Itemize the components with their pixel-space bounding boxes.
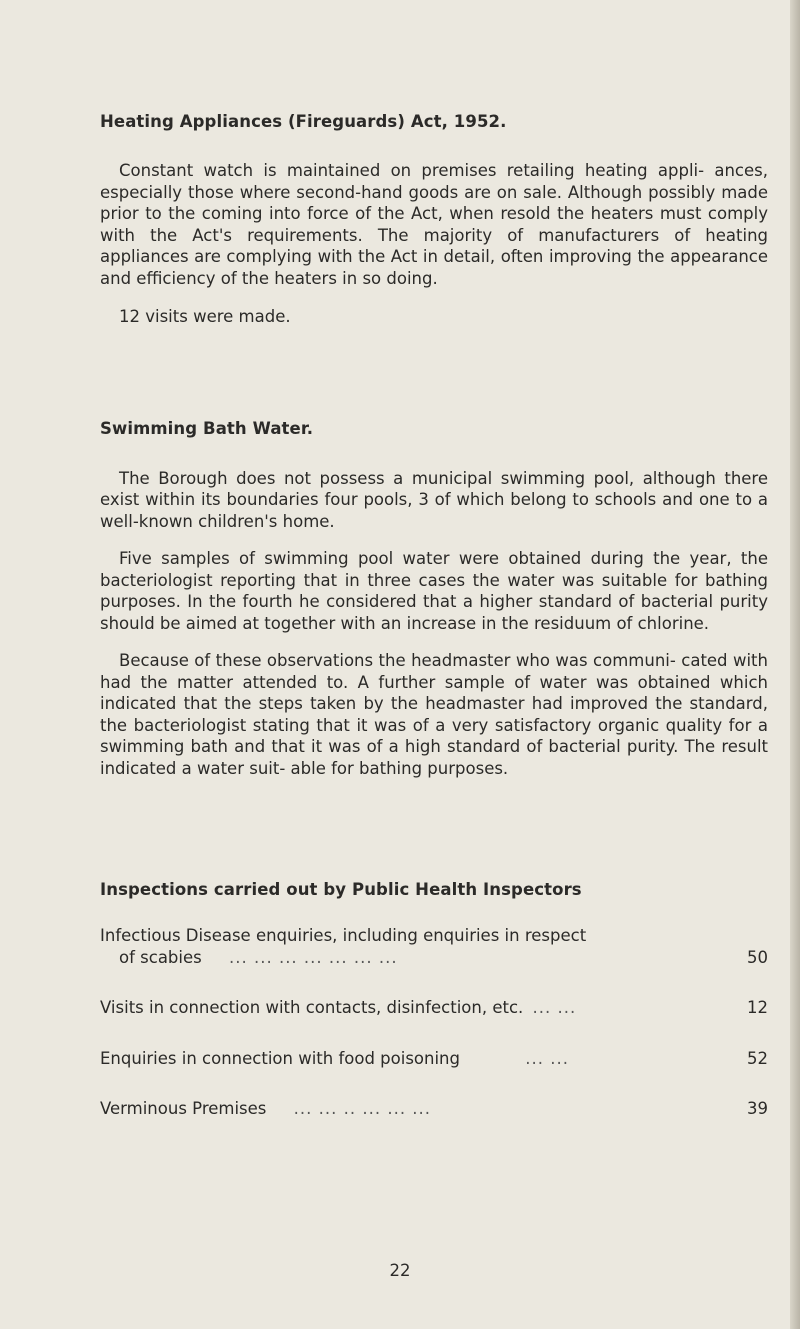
page-edge — [790, 0, 800, 1329]
inspection-label: Enquiries in connection with food poisoning — [100, 1048, 460, 1068]
swimming-paragraph-2: Five samples of swimming pool water were obtained during the year, the bacteriologist reporting that in three cases the water was suitable for bathing purposes. In the fourth he considered that a higher standard of bacterial purity should be aimed at together with an increase in the residuum of chlorine. — [100, 549, 768, 633]
heating-paragraph-1: Constant watch is maintained on premises retailing heating appli- ances, especially those where second-hand goods are on sale. Although possibly made prior to the coming into force of the Act, when resold the heaters must comply with the Act's requirements. The majority of manufacturers of heating appliances are complying with the Act in detail, often improving the appearance and efficiency of the heaters in so doing. — [100, 161, 768, 288]
inspection-label: Visits in connection with contacts, disinfection, etc. — [100, 998, 524, 1017]
inspection-label-cont: of scabies — [119, 947, 202, 967]
page-number: 22 — [389, 1261, 411, 1280]
inspection-count: 52 — [747, 1048, 768, 1068]
leader-dots: ... ... .. ... ... ... — [293, 1099, 432, 1118]
swimming-paragraph-1: The Borough does not possess a municipal swimming pool, although there exist within its boundaries four pools, 3 of which belong to schools and one to a well-known children's home. — [100, 468, 768, 531]
inspection-count: 39 — [747, 1099, 768, 1118]
inspection-row-verminous — [100, 1098, 768, 1120]
inspections-list — [100, 925, 768, 1120]
heating-appliances-heading: Heating Appliances (Fireguards) Act, 1952. — [100, 112, 507, 131]
leader-dots: ... ... — [532, 998, 577, 1017]
leader-dots: ... ... — [525, 1048, 569, 1068]
inspection-label: Verminous Premises — [100, 1099, 267, 1118]
swimming-paragraph-3: Because of these observations the headmaster who was communi- cated with had the matter attended to. A further sample of water was obtained which indicated that the steps taken by the headmaster had improved the standard, the bacteriologist stating that it was of a very satisfactory organic quality for a swimming bath and that it was of a high standard of bacterial purity. The result indicated a water suit- able for bathing purposes. — [100, 651, 768, 778]
inspection-row-infectious — [100, 925, 768, 968]
swimming-bath-heading: Swimming Bath Water. — [100, 418, 314, 438]
page-content — [100, 112, 768, 1149]
inspection-row-food-poisoning — [100, 1048, 768, 1070]
inspection-label: Infectious Disease enquiries, including enquiries in respect — [100, 926, 587, 945]
leader-dots: ... ... ... ... ... ... ... — [228, 947, 398, 967]
heating-paragraph-2: 12 visits were made. — [119, 307, 291, 326]
inspection-count: 12 — [747, 998, 768, 1017]
inspection-row-contacts — [100, 997, 768, 1019]
inspection-count: 50 — [747, 947, 768, 967]
inspections-heading: Inspections carried out by Public Health Inspectors — [100, 880, 582, 899]
